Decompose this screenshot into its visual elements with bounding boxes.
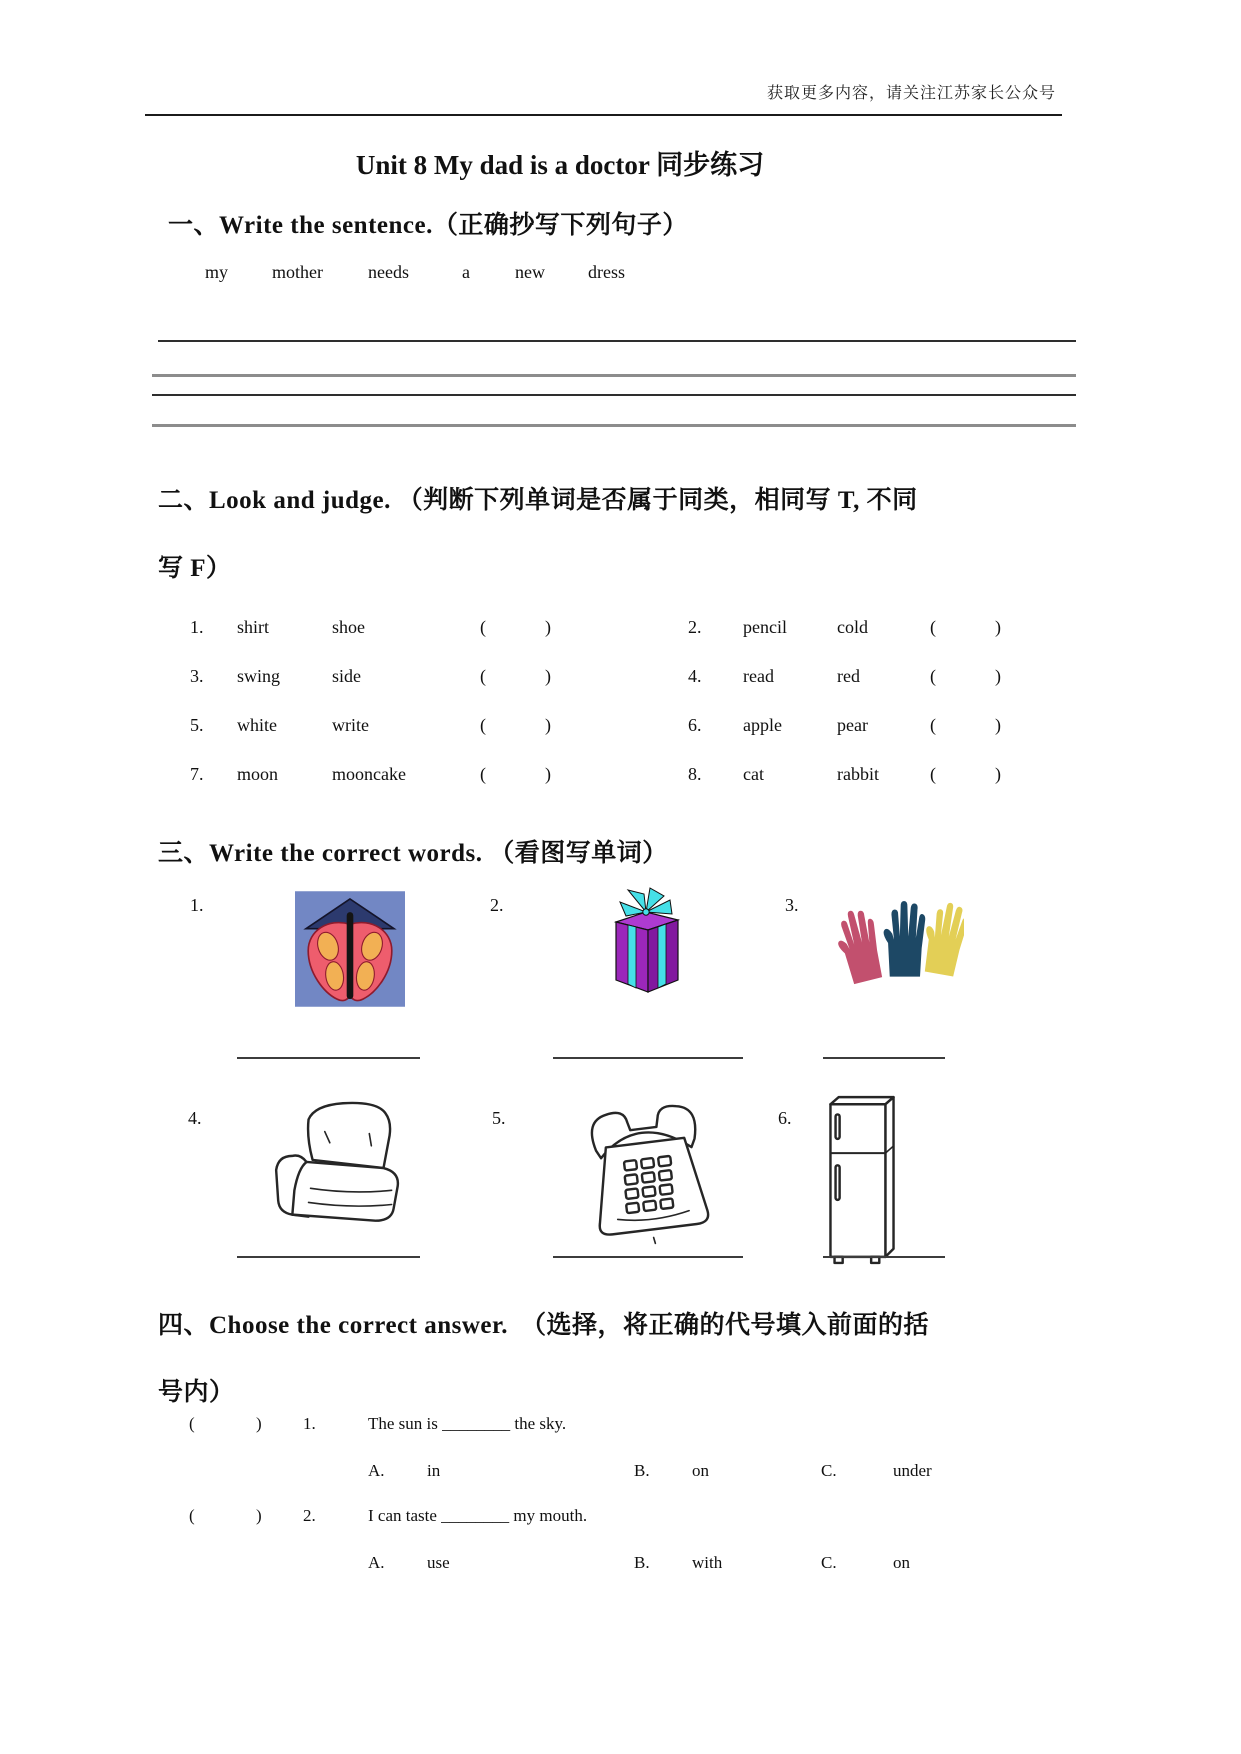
option-text: under	[893, 1461, 932, 1480]
answer-paren-close: )	[545, 666, 551, 686]
judge-item-word: moon	[237, 764, 279, 784]
picture-item-number: 3.	[785, 895, 799, 915]
option-text: use	[427, 1553, 450, 1572]
section1-heading: 一、Write the sentence.（正确抄写下列句子）	[168, 212, 688, 239]
judge-item-word: white	[237, 715, 277, 735]
butterfly-kite-image	[295, 891, 405, 1007]
answer-paren-open: (	[189, 1506, 195, 1525]
judge-item-word: swing	[237, 666, 281, 686]
gift-box-image	[592, 883, 697, 997]
section3-heading: 三、Write the correct words. （看图写单词）	[158, 840, 668, 867]
option-text: on	[692, 1461, 709, 1480]
judge-item-word: red	[837, 666, 860, 686]
judge-item-word: shoe	[332, 617, 365, 637]
word-bank-item: new	[515, 262, 545, 282]
question-text: The sun is ________ the sky.	[368, 1414, 567, 1433]
judge-item-word: pencil	[743, 617, 787, 637]
option-text: on	[893, 1553, 910, 1572]
judge-item-number: 7.	[190, 764, 204, 784]
answer-paren-open: (	[480, 764, 486, 784]
question-number: 2.	[303, 1506, 316, 1525]
judge-item-number: 3.	[190, 666, 204, 686]
answer-line	[237, 1057, 420, 1059]
question-number: 1.	[303, 1414, 316, 1433]
judge-item-word: write	[332, 715, 369, 735]
picture-item-number: 5.	[492, 1108, 506, 1128]
judge-item-number: 4.	[688, 666, 702, 686]
section4-heading-line1: 四、Choose the correct answer. （选择，将正确的代号填入前面的括	[158, 1312, 930, 1339]
answer-paren-open: (	[189, 1414, 195, 1433]
word-bank-item: mother	[272, 262, 323, 282]
picture-item-number: 4.	[188, 1108, 202, 1128]
judge-item-word: mooncake	[332, 764, 406, 784]
answer-paren-close: )	[995, 617, 1001, 637]
answer-paren-close: )	[545, 715, 551, 735]
answer-paren-open: (	[480, 617, 486, 637]
armchair-image	[264, 1093, 424, 1235]
answer-paren-open: (	[930, 617, 936, 637]
option-text: in	[427, 1461, 441, 1480]
judge-item-word: cat	[743, 764, 764, 784]
word-bank-item: dress	[588, 262, 625, 282]
answer-paren-close: )	[545, 764, 551, 784]
header-rule	[145, 114, 1062, 116]
judge-item-word: pear	[837, 715, 868, 735]
judge-item-number: 2.	[688, 617, 702, 637]
answer-line	[553, 1256, 743, 1258]
section2-heading-line2: 写 F）	[158, 555, 232, 582]
answer-paren-open: (	[480, 715, 486, 735]
judge-item-word: cold	[837, 617, 868, 637]
picture-item-number: 1.	[190, 895, 204, 915]
refrigerator-image	[822, 1088, 902, 1266]
word-bank-item: my	[205, 262, 229, 282]
answer-paren-open: (	[930, 715, 936, 735]
answer-paren-close: )	[256, 1506, 262, 1525]
writing-line	[152, 424, 1076, 427]
option-text: with	[692, 1553, 723, 1572]
word-bank-item: needs	[368, 262, 409, 282]
answer-line	[823, 1256, 945, 1258]
judge-item-word: rabbit	[837, 764, 879, 784]
answer-line	[823, 1057, 945, 1059]
word-bank-item: a	[462, 262, 470, 282]
gloves-image	[836, 893, 964, 997]
answer-paren-close: )	[995, 666, 1001, 686]
answer-paren-close: )	[995, 764, 1001, 784]
judge-item-number: 6.	[688, 715, 702, 735]
answer-paren-close: )	[995, 715, 1001, 735]
telephone-image	[578, 1086, 715, 1248]
answer-line	[237, 1256, 420, 1258]
judge-item-number: 1.	[190, 617, 204, 637]
answer-paren-open: (	[480, 666, 486, 686]
picture-item-number: 2.	[490, 895, 504, 915]
judge-item-word: apple	[743, 715, 782, 735]
question-text: I can taste ________ my mouth.	[368, 1506, 588, 1525]
answer-paren-close: )	[256, 1414, 262, 1433]
judge-item-word: read	[743, 666, 774, 686]
option-label: A.	[368, 1461, 385, 1480]
writing-line	[152, 374, 1076, 377]
answer-line	[553, 1057, 743, 1059]
writing-line	[152, 394, 1076, 396]
section2-heading-line1: 二、Look and judge. （判断下列单词是否属于同类，相同写 T, 不同	[158, 487, 918, 514]
option-label: B.	[634, 1553, 650, 1572]
picture-item-number: 6.	[778, 1108, 792, 1128]
page-title: Unit 8 My dad is a doctor 同步练习	[355, 150, 765, 180]
judge-item-word: shirt	[237, 617, 270, 637]
answer-paren-open: (	[930, 666, 936, 686]
option-label: C.	[821, 1461, 837, 1480]
option-label: A.	[368, 1553, 385, 1572]
judge-item-word: side	[332, 666, 361, 686]
option-label: B.	[634, 1461, 650, 1480]
header-note: 获取更多内容，请关注江苏家长公众号	[766, 85, 1056, 102]
section4-heading-line2: 号内）	[158, 1379, 235, 1406]
judge-item-number: 8.	[688, 764, 702, 784]
writing-line	[158, 340, 1076, 342]
answer-paren-close: )	[545, 617, 551, 637]
option-label: C.	[821, 1553, 837, 1572]
answer-paren-open: (	[930, 764, 936, 784]
judge-item-number: 5.	[190, 715, 204, 735]
